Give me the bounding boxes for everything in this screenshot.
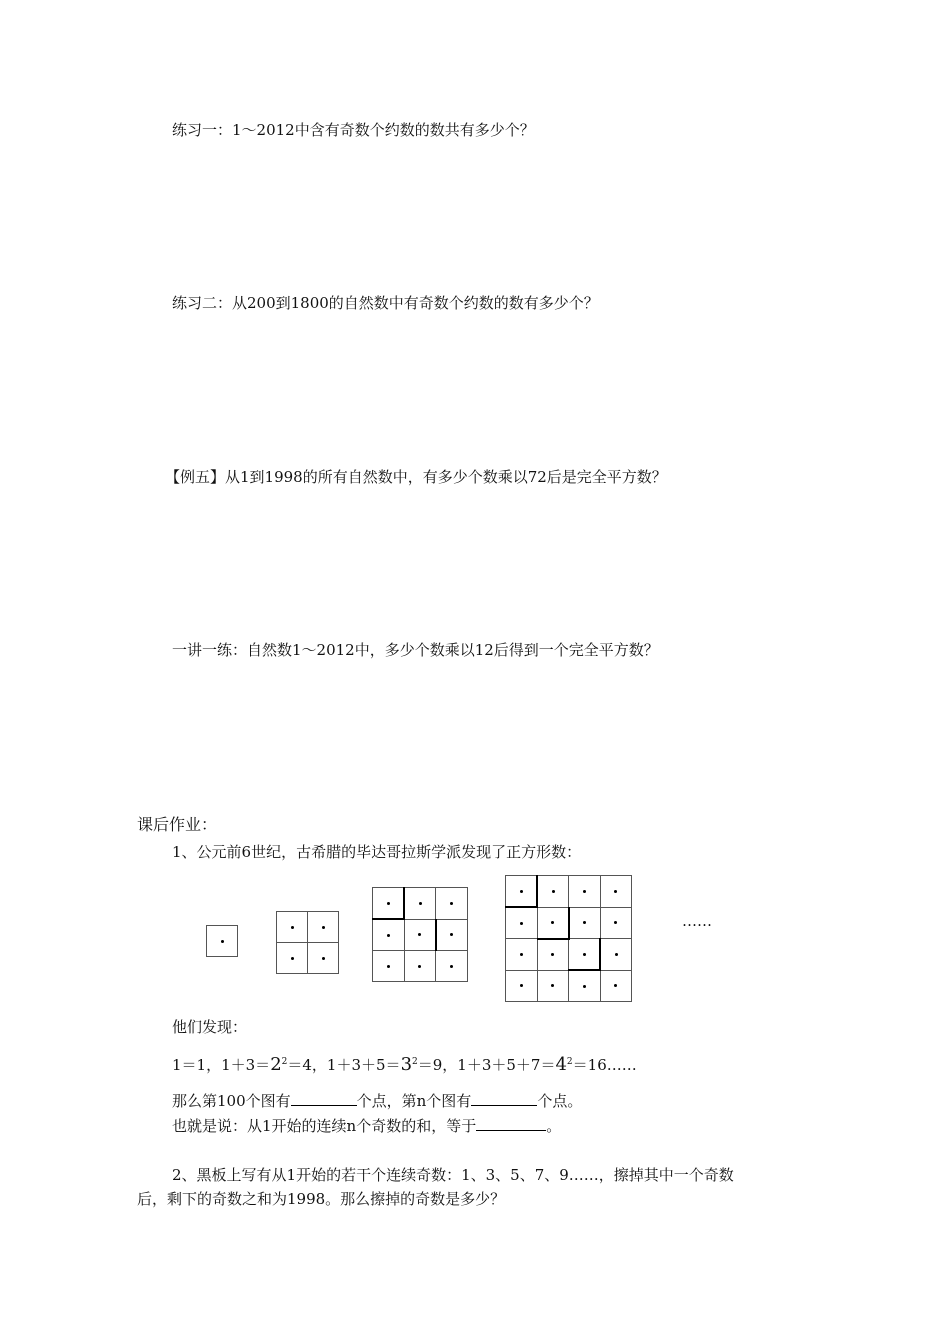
figure-ellipsis: …… [682,912,712,930]
sum-equation: 1＝1，$1+3=2^2=4$，$1+3+5=3^2=9$，$1+3+5+7=4^2=16\dots\dots$ [172,1054,637,1075]
homework-question-1: 1、公元前6世纪，古希腊的毕达哥拉斯学派发现了正方形数： [172,843,582,861]
square-figure-3 [372,887,468,982]
fill-in-2: 也就是说：从1开始的连续n个奇数的和，等于 。 [172,1114,561,1136]
homework-question-2-line-2: 后，剩下的奇数之和为1998。那么擦掉的奇数是多少？ [137,1190,506,1208]
blank-100th-figure[interactable] [291,1089,357,1106]
blank-nth-figure[interactable] [471,1089,537,1106]
discovery-label: 他们发现： [172,1018,248,1036]
homework-question-2-line-1: 2、黑板上写有从1开始的若干个连续奇数：1、3、5、7、9……，擦掉其中一个奇数 [172,1166,734,1184]
square-figure-2 [276,911,339,974]
homework-title: 课后作业： [137,815,218,834]
exercise-1: 练习一：1～2012中含有奇数个约数的数共有多少个？ [172,121,535,139]
example-5: 【例五】从1到1998的所有自然数中，有多少个数乘以72后是完全平方数？ [165,468,667,486]
exercise-2: 练习二：从200到1800的自然数中有奇数个约数的数有多少个？ [172,294,599,312]
square-figure-4 [505,875,632,1002]
blank-sum-of-odds[interactable] [476,1114,546,1131]
practice-question: 一讲一练：自然数1～2012中，多少个数乘以12后得到一个完全平方数？ [172,641,659,659]
fill-in-1: 那么第100个图有 个点，第n个图有 个点。 [172,1089,582,1111]
square-figure-1 [206,925,238,957]
